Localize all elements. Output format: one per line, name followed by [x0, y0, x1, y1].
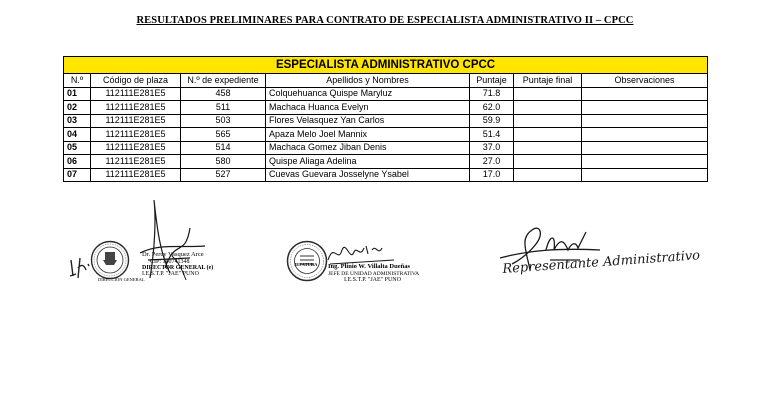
cell-puntaje: 17.0 [470, 168, 514, 182]
table-row [64, 114, 708, 128]
cell-observaciones [582, 128, 708, 142]
cell-puntaje: 51.4 [470, 128, 514, 142]
cell-nombres: Flores Velasquez Yan Carlos [266, 114, 470, 128]
cell-nombres: Colquehuanca Quispe Maryluz [266, 87, 470, 101]
cell-puntaje-final [514, 101, 582, 115]
table-header-row [64, 74, 708, 88]
cell-codigo: 112111E281E5 [91, 114, 181, 128]
cell-expediente: 458 [181, 87, 266, 101]
header-nombres: Apellidos y Nombres [266, 74, 470, 88]
cell-expediente: 527 [181, 168, 266, 182]
table-row [64, 168, 708, 182]
header-expediente: N.º de expediente [181, 74, 266, 88]
table-row [64, 141, 708, 155]
table-banner: ESPECIALISTA ADMINISTRATIVO CPCC [64, 57, 708, 74]
jefe-signature-block [280, 230, 430, 300]
cell-codigo: 112111E281E5 [91, 141, 181, 155]
cell-codigo: 112111E281E5 [91, 155, 181, 169]
cell-puntaje: 27.0 [470, 155, 514, 169]
cell-numero: 01 [64, 87, 91, 101]
header-puntaje: Puntaje [470, 74, 514, 88]
director-institution: I.E.S.T.P. "JAE" PUNO [142, 271, 199, 277]
jefe-role: JEFE DE UNIDAD ADMINISTRATIVA [328, 271, 420, 277]
cell-observaciones [582, 168, 708, 182]
header-puntaje-final: Puntaje final [514, 74, 582, 88]
cell-numero: 06 [64, 155, 91, 169]
cell-expediente: 565 [181, 128, 266, 142]
jefe-name: Ing. Plinio W. Villalta Dueñas [328, 263, 410, 270]
cell-expediente: 511 [181, 101, 266, 115]
cell-nombres: Machaca Gomez Jiban Denis [266, 141, 470, 155]
cell-nombres: Cuevas Guevara Josselyne Ysabel [266, 168, 470, 182]
cell-expediente: 503 [181, 114, 266, 128]
cell-observaciones [582, 87, 708, 101]
header-observaciones: Observaciones [582, 74, 708, 88]
cell-nombres: Quispe Aliaga Adelina [266, 155, 470, 169]
cell-nombres: Apaza Melo Joel Mannix [266, 128, 470, 142]
cell-puntaje: 71.8 [470, 87, 514, 101]
cell-numero: 07 [64, 168, 91, 182]
table-body [64, 87, 708, 182]
jefe-seal-icon [286, 240, 328, 282]
cell-codigo: 112111E281E5 [91, 168, 181, 182]
cell-numero: 03 [64, 114, 91, 128]
cell-expediente: 514 [181, 141, 266, 155]
director-name: Dr. Percy Vasquez Arce [142, 251, 204, 258]
cell-puntaje: 37.0 [470, 141, 514, 155]
cell-numero: 02 [64, 101, 91, 115]
cell-puntaje: 62.0 [470, 101, 514, 115]
cell-puntaje-final [514, 114, 582, 128]
table-row [64, 101, 708, 115]
cell-puntaje: 59.9 [470, 114, 514, 128]
cell-expediente: 580 [181, 155, 266, 169]
table-banner-row [64, 57, 708, 74]
cell-codigo: 112111E281E5 [91, 101, 181, 115]
director-id: CIP: 160741348 [150, 259, 190, 265]
cell-observaciones [582, 101, 708, 115]
document-title: RESULTADOS PRELIMINARES PARA CONTRATO DE ESPECIALISTA ADMINISTRATIVO II – CPCC [136, 15, 634, 26]
cell-observaciones [582, 141, 708, 155]
cell-codigo: 112111E281E5 [91, 128, 181, 142]
results-table [63, 56, 708, 182]
jefe-seal-text: JEFATURA [294, 262, 318, 267]
cell-puntaje-final [514, 87, 582, 101]
cell-observaciones [582, 155, 708, 169]
signatures-area [0, 190, 770, 310]
cell-observaciones [582, 114, 708, 128]
director-signature-block [60, 190, 260, 290]
cell-puntaje-final [514, 155, 582, 169]
cell-puntaje-final [514, 141, 582, 155]
table-row [64, 87, 708, 101]
representante-role: Representante Administrativo [501, 248, 701, 277]
cell-codigo: 112111E281E5 [91, 87, 181, 101]
header-numero: N.º [64, 74, 91, 88]
cell-puntaje-final [514, 128, 582, 142]
director-role: DIRECTOR GENERAL (e) [142, 265, 214, 271]
representante-signature-block [485, 220, 715, 310]
table-row [64, 128, 708, 142]
cell-nombres: Machaca Huanca Evelyn [266, 101, 470, 115]
cell-numero: 05 [64, 141, 91, 155]
cell-numero: 04 [64, 128, 91, 142]
director-seal-icon [90, 240, 130, 280]
cell-puntaje-final [514, 168, 582, 182]
director-seal-text: DIRECCIÓN GENERAL [98, 277, 145, 282]
jefe-institution: I.E.S.T.P. "JAE" PUNO [344, 277, 401, 283]
header-codigo: Código de plaza [91, 74, 181, 88]
table-row [64, 155, 708, 169]
